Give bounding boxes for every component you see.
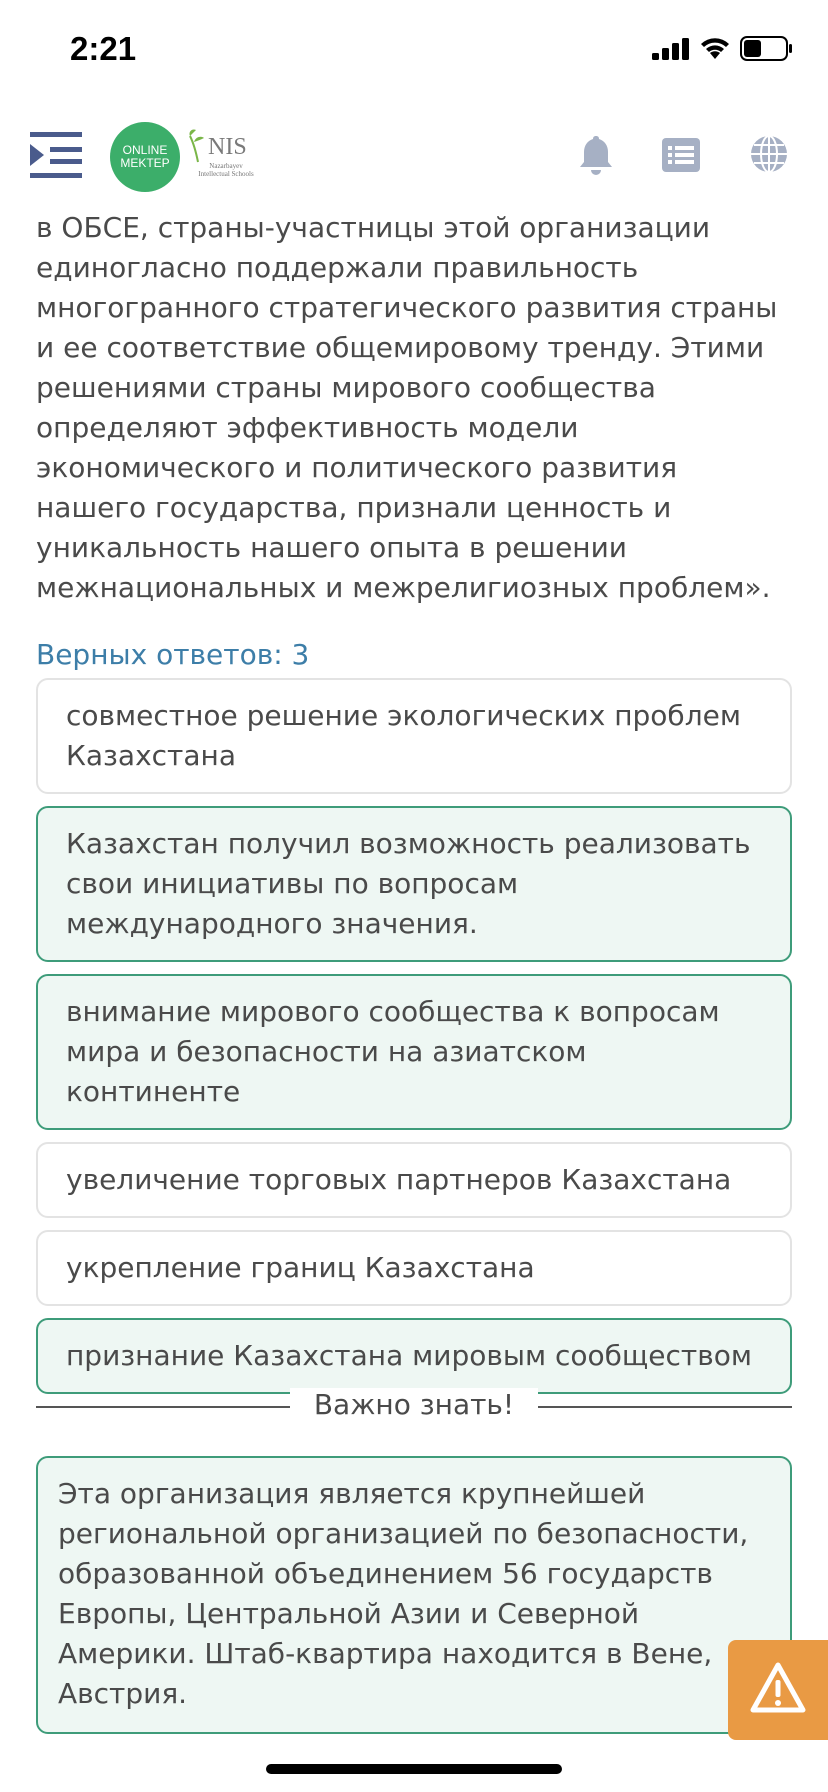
- menu-icon[interactable]: [30, 130, 82, 180]
- list-icon[interactable]: [662, 138, 700, 172]
- important-heading: Важно знать!: [290, 1388, 538, 1421]
- answer-option[interactable]: [36, 1318, 792, 1394]
- home-indicator[interactable]: [266, 1764, 562, 1774]
- wifi-icon: [698, 34, 732, 60]
- info-text: Эта организация является крупнейшей региональной организацией по безопасности, образованной объединением 56 государств Европы, Центральной Азии и Северной Америки. Штаб-квартира находится в Вене, Австрия.: [58, 1477, 749, 1710]
- battery-icon: [740, 36, 794, 62]
- cellular-signal-icon: [652, 38, 690, 60]
- nis-logo: [186, 124, 256, 190]
- nis-logo-subtitle: Nazarbayev Intellectual Schools: [198, 162, 254, 178]
- warning-icon: [750, 1662, 806, 1714]
- status-time: 2:21: [70, 30, 137, 67]
- answer-option-text: признание Казахстана мировым сообществом: [66, 1339, 752, 1372]
- globe-icon[interactable]: [749, 134, 789, 174]
- answer-option-text: Казахстан получил возможность реализовать свои инициативы по вопросам международного значения.: [66, 827, 751, 940]
- answer-option[interactable]: [36, 678, 792, 794]
- answer-options: [36, 678, 792, 1406]
- nis-logo-text: NIS: [208, 134, 247, 160]
- info-box: [36, 1456, 792, 1734]
- answer-option-text: совместное решение экологических проблем Казахстана: [66, 699, 741, 772]
- bell-icon[interactable]: [578, 134, 614, 176]
- important-divider: [36, 1388, 792, 1432]
- correct-answers-count: Верных ответов: 3: [36, 638, 310, 671]
- answer-option[interactable]: [36, 806, 792, 962]
- answer-option-text: внимание мирового сообщества к вопросам мира и безопасности на азиатском континенте: [66, 995, 720, 1108]
- answer-option-text: увеличение торговых партнеров Казахстана: [66, 1163, 732, 1196]
- online-mektep-logo[interactable]: [110, 122, 180, 192]
- question-text: в ОБСЕ, страны-участницы этой организации единогласно поддержали правильность многогранного стратегического развития страны и ее соответствие общемировому тренду. Этими решениями страны мирового сообщества определяют эффективность модели экономического и политического развития нашего государства, признали ценность и уникальность нашего опыта в решении межнациональных и межрелигиозных проблем».: [36, 211, 778, 604]
- answer-option-text: укрепление границ Казахстана: [66, 1251, 535, 1284]
- logo-online-text: ONLINE: [122, 143, 168, 157]
- report-problem-button[interactable]: [728, 1640, 828, 1740]
- answer-option[interactable]: [36, 974, 792, 1130]
- answer-option[interactable]: [36, 1230, 792, 1306]
- logo-mektep-text: MEKTEP: [120, 156, 170, 170]
- status-bar: [0, 0, 828, 100]
- answer-option[interactable]: [36, 1142, 792, 1218]
- nis-leaf-icon: [186, 124, 210, 164]
